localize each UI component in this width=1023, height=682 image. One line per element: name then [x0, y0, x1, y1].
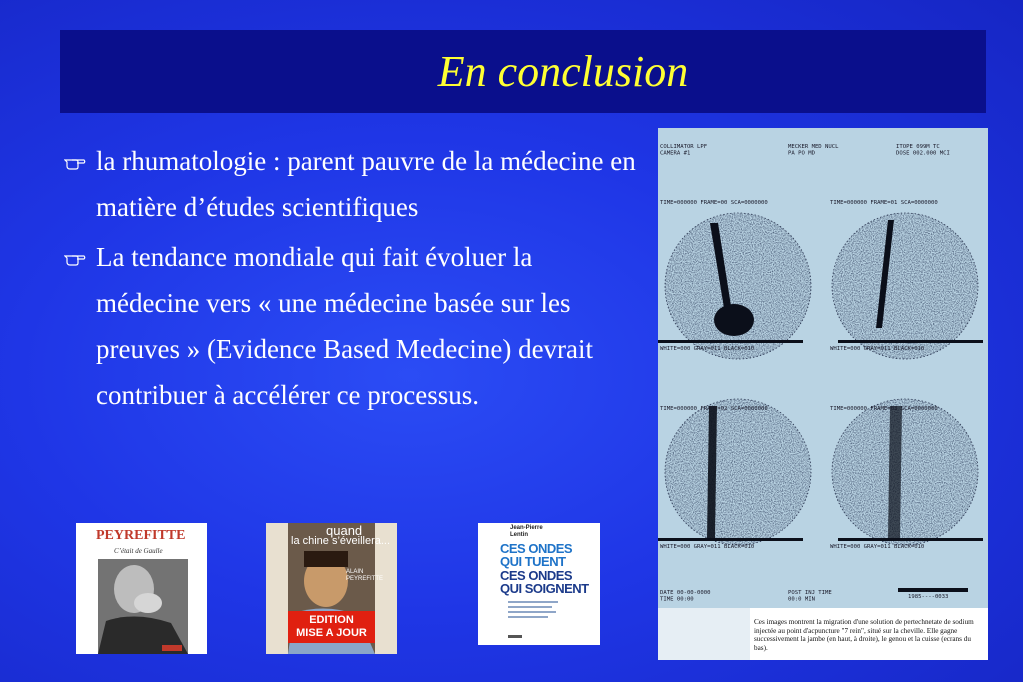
- frame-3-bottom: WHITE=000 GRAY=011 BLACK=010: [830, 544, 925, 550]
- book-author: PEYREFITTE: [96, 528, 186, 543]
- frame-2-bottom: WHITE=000 GRAY=011 BLACK=010: [660, 544, 755, 550]
- frame-0-top: TIME=000000 FRAME=00 SCA=0000000: [660, 200, 768, 206]
- book-title-line: QUI TUENT: [500, 554, 566, 569]
- bullet-text: la rhumatologie : parent pauvre de la médecine en matière d’études scientifiques: [96, 146, 636, 222]
- slide-title: En conclusion: [437, 47, 689, 96]
- scan-footer-right: 1985----0033: [908, 594, 949, 600]
- bullet-item: [62, 138, 637, 230]
- scan-caption: Ces images montrent la migration d'une solution de pertechnetate de sodium injectée au point d'acpuncture "7 rein", situé sur la cheville. Elle gagne successivement la jambe (en haut, à droite), le genou et la cuisse (ecrans du bas).: [754, 618, 974, 652]
- book-author: ALAIN PEYREFITTE: [346, 569, 384, 582]
- book-title-line: CES ONDES: [500, 568, 573, 583]
- pointing-hand-icon: [64, 248, 86, 266]
- bullet-list: [62, 138, 637, 422]
- scan-header-left: COLLIMATOR LPF CAMERA #1: [660, 144, 708, 157]
- scan-header-right: ITOPE 099M TC DOSE 002.000 MCI: [896, 144, 950, 157]
- pointing-hand-icon: [64, 152, 86, 170]
- book-title-line: QUI SOIGNENT: [500, 581, 589, 596]
- book-cover-ondes: [478, 523, 600, 645]
- scan-footer-left: DATE 00-00-0000 TIME 00:00: [660, 590, 711, 603]
- scan-footer-mid: POST INJ TIME 00:0 MIN: [788, 590, 832, 603]
- book-title-line: quand: [326, 523, 363, 538]
- book-author: Jean-Pierre Lentin: [510, 525, 543, 538]
- frame-3-top: TIME=000000 FRAME=03 SCA=0000000: [830, 406, 938, 412]
- scan-figure: [658, 128, 988, 660]
- book-title-line: CES ONDES: [500, 541, 573, 556]
- frame-2-top: TIME=000000 FRAME=02 SCA=0000000: [660, 406, 768, 412]
- portrait-photo: [76, 523, 207, 654]
- banner-text: EDITION: [309, 614, 354, 626]
- frame-0-bottom: WHITE=000 GRAY=011 BLACK=010: [660, 346, 755, 352]
- book-cover-chine: [266, 523, 397, 654]
- frame-1-bottom: WHITE=000 GRAY=011 BLACK=010: [830, 346, 925, 352]
- blurb-lines: [478, 523, 600, 645]
- bullet-item: [62, 234, 637, 418]
- title-bar: [60, 30, 986, 113]
- banner-text: MISE A JOUR: [296, 627, 367, 639]
- book-subtitle: C’était de Gaulle: [114, 547, 163, 555]
- scan-header-mid: MECKER MED NUCL PA PO MD: [788, 144, 839, 157]
- bullet-text: La tendance mondiale qui fait évoluer la médecine vers « une médecine basée sur les preuves » (Evidence Based Medecine) devrait contribuer à accélérer ce processus.: [96, 242, 594, 410]
- book-title-line: la chine s’éveillera...: [291, 535, 391, 547]
- scintigraphy-image: [658, 128, 988, 660]
- frame-1-top: TIME=000000 FRAME=01 SCA=0000000: [830, 200, 938, 206]
- book-cover-peyrefitte: [76, 523, 207, 654]
